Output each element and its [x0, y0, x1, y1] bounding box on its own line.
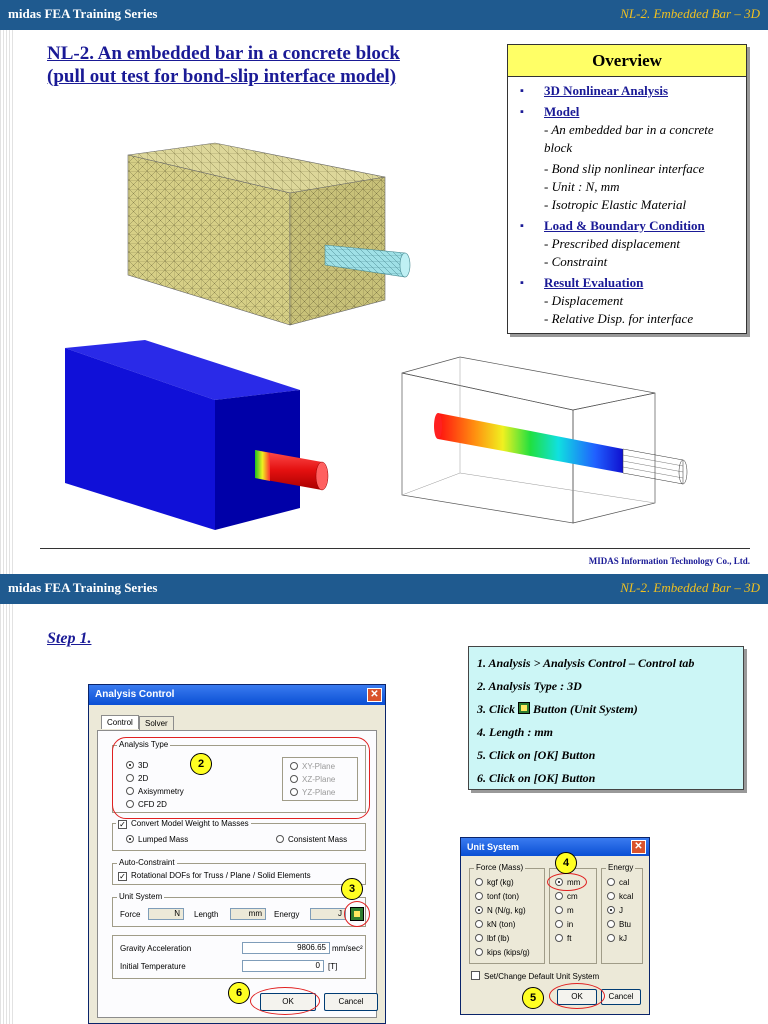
instruction-line: 2. Analysis Type : 3D	[477, 679, 582, 693]
tab-solver[interactable]: Solver	[139, 716, 174, 730]
callout-3: 3	[341, 878, 363, 900]
radio-icon	[555, 920, 563, 928]
gravity-unit: mm/sec²	[332, 944, 363, 953]
overview-subitem: - Isotropic Elastic Material	[544, 197, 687, 212]
overview-subitem: - An embedded bar in a concrete block	[544, 122, 714, 155]
radio-force-option[interactable]	[475, 906, 526, 916]
convert-mass-checkbox[interactable]	[116, 819, 251, 829]
radio-label: J	[619, 906, 623, 915]
cancel-button[interactable]: Cancel	[601, 989, 641, 1005]
overview-box	[507, 44, 747, 334]
analysis-control-dialog	[88, 684, 386, 1024]
radio-icon	[475, 906, 483, 914]
radio-label: cal	[619, 878, 630, 887]
radio-energy-option[interactable]	[607, 934, 627, 944]
instruction-line: 4. Length : mm	[477, 725, 554, 739]
instruction-line: 5. Click on [OK] Button	[477, 748, 596, 762]
footer-divider	[40, 548, 750, 549]
radio-label: kN (ton)	[487, 920, 516, 929]
radio-icon	[475, 934, 483, 942]
left-decorative-bar	[0, 30, 14, 574]
radio-label: 2D	[138, 774, 149, 783]
radio-force-option[interactable]	[475, 920, 515, 930]
highlight-unit-button	[344, 901, 370, 927]
result-contour-image	[60, 338, 340, 533]
dialog-title: Analysis Control	[95, 689, 175, 700]
temperature-input[interactable]: 0	[242, 960, 324, 972]
overview-subitem: - Displacement	[544, 293, 624, 308]
radio-label: N (N/g, kg)	[487, 906, 526, 915]
bullet-icon: ▪	[520, 220, 524, 232]
bullet-icon: ▪	[520, 85, 524, 97]
gravity-input[interactable]: 9806.65	[242, 942, 330, 954]
radio-label: kgf (kg)	[487, 878, 514, 887]
radio-label: CFD 2D	[138, 800, 167, 809]
group-label: Energy	[608, 863, 634, 872]
radio-force-option[interactable]	[475, 892, 519, 902]
group-label: Force (Mass)	[476, 863, 524, 872]
checkbox-label: Convert Model Weight to Masses	[131, 819, 249, 828]
callout-5: 5	[522, 987, 544, 1009]
overview-item-heading: Model	[544, 104, 580, 119]
radio-length-option[interactable]	[555, 906, 574, 916]
group-label: Auto-Constraint	[119, 858, 175, 867]
radio-icon	[475, 878, 483, 886]
page-title	[47, 42, 467, 88]
radio-energy-option[interactable]	[607, 906, 623, 916]
radio-icon	[607, 892, 615, 900]
radio-icon	[126, 835, 134, 843]
radio-label: Btu	[619, 920, 632, 929]
header-chapter-title: NL-2. Embedded Bar – 3D	[620, 580, 760, 595]
radio-icon	[607, 906, 615, 914]
cancel-button[interactable]: Cancel	[324, 993, 378, 1011]
length-label: Length	[194, 910, 219, 919]
checkbox-label: Rotational DOFs for Truss / Plane / Solid Elements	[131, 871, 311, 880]
bullet-icon: ▪	[520, 277, 524, 289]
radio-force-option[interactable]	[475, 948, 530, 958]
overview-subitem: - Constraint	[544, 254, 608, 269]
instruction-line	[477, 698, 743, 721]
overview-item	[516, 217, 740, 271]
radio-label: 3D	[138, 761, 149, 770]
default-unit-checkbox[interactable]	[471, 971, 599, 982]
header-banner	[0, 0, 768, 30]
highlight-ok-button	[549, 983, 605, 1009]
checkbox-icon	[471, 971, 480, 980]
mesh-model-image	[120, 135, 420, 340]
energy-label: Energy	[274, 910, 300, 919]
radio-icon	[607, 934, 615, 942]
checkbox-icon: ✓	[119, 820, 126, 829]
radio-label: Consistent Mass	[288, 835, 348, 844]
dialog-title-bar	[89, 685, 385, 705]
close-icon[interactable]: ✕	[367, 688, 382, 702]
instruction-line: 6. Click on [OK] Button	[477, 771, 596, 785]
unit-system-icon	[518, 702, 530, 714]
group-label: Analysis Type	[119, 740, 169, 749]
energy-field: J	[310, 908, 346, 920]
overview-subitem: - Unit : N, mm	[544, 179, 620, 194]
checkbox-icon: ✓	[119, 872, 126, 881]
radio-label: Axisymmetry	[138, 787, 184, 796]
radio-label: ft	[567, 934, 572, 943]
radio-icon	[475, 920, 483, 928]
close-icon[interactable]: ✕	[631, 840, 646, 854]
left-decorative-bar	[0, 604, 14, 1024]
highlight-mm-option	[547, 873, 587, 891]
radio-label: mm	[567, 878, 581, 887]
radio-icon	[276, 835, 284, 843]
radio-energy-option[interactable]	[607, 920, 631, 930]
radio-length-option[interactable]	[555, 934, 571, 944]
radio-label: XZ-Plane	[302, 775, 336, 784]
title-line-1: NL-2. An embedded bar in a concrete block	[47, 43, 400, 64]
radio-label: XY-Plane	[302, 762, 336, 771]
instruction-line: 1. Analysis > Analysis Control – Control tab	[477, 656, 695, 670]
ok-button[interactable]: OK	[557, 989, 597, 1005]
radio-lumped-mass[interactable]	[126, 835, 188, 845]
gravity-label: Gravity Acceleration	[120, 944, 192, 953]
radio-icon	[475, 892, 483, 900]
rotational-dofs-checkbox[interactable]	[118, 871, 311, 881]
radio-length-option[interactable]	[555, 892, 578, 902]
radio-label: in	[567, 920, 574, 929]
radio-force-option[interactable]	[475, 878, 514, 888]
radio-label: YZ-Plane	[302, 788, 336, 797]
overview-item	[516, 82, 740, 100]
radio-force-option[interactable]	[475, 934, 509, 944]
dialog-title-bar	[461, 838, 649, 856]
overview-item	[516, 274, 740, 328]
callout-4: 4	[555, 852, 577, 874]
temperature-label: Initial Temperature	[120, 962, 186, 971]
radio-icon	[607, 920, 615, 928]
radio-consistent-mass[interactable]	[276, 835, 347, 845]
ok-button[interactable]: OK	[260, 993, 316, 1011]
radio-icon	[555, 892, 563, 900]
radio-label: kcal	[619, 892, 634, 901]
overview-subitem: - Bond slip nonlinear interface	[544, 161, 705, 176]
overview-item-heading: Result Evaluation	[544, 275, 644, 290]
dialog-title: Unit System	[467, 842, 520, 852]
radio-icon	[555, 934, 563, 942]
overview-subitem: - Prescribed displacement	[544, 236, 680, 251]
overview-subitem: - Relative Disp. for interface	[544, 311, 694, 326]
highlight-ok-button	[250, 987, 320, 1015]
header-series-title: midas FEA Training Series	[8, 580, 158, 595]
step-title: Step 1.	[47, 630, 92, 647]
group-label: Unit System	[119, 892, 163, 901]
force-field: N	[148, 908, 184, 920]
wireframe-bar-image	[398, 355, 690, 527]
radio-icon	[555, 906, 563, 914]
callout-6: 6	[228, 982, 250, 1004]
highlight-analysis-type	[112, 737, 370, 819]
tab-control[interactable]: Control	[101, 715, 139, 729]
force-label: Force	[120, 910, 141, 919]
radio-icon	[475, 948, 483, 956]
overview-heading: Overview	[508, 45, 746, 77]
radio-icon	[607, 878, 615, 886]
slide-step-1	[0, 574, 768, 1024]
radio-label: kips (kips/g)	[487, 948, 530, 957]
radio-label: kJ	[619, 934, 627, 943]
length-field: mm	[230, 908, 266, 920]
radio-energy-option[interactable]	[607, 892, 633, 902]
overview-item	[516, 103, 740, 214]
overview-item-heading: Load & Boundary Condition	[544, 218, 705, 233]
footer-company: MIDAS Information Technology Co., Ltd.	[588, 556, 750, 566]
radio-length-option[interactable]	[555, 920, 573, 930]
checkbox-label: Set/Change Default Unit System	[484, 972, 600, 981]
radio-label: m	[567, 906, 574, 915]
radio-label: Lumped Mass	[138, 835, 189, 844]
bullet-icon: ▪	[520, 106, 524, 118]
radio-label: tonf (ton)	[487, 892, 520, 901]
radio-energy-option[interactable]	[607, 878, 629, 888]
instruction-box	[468, 646, 744, 790]
instruction-line-part: 3. Click	[477, 702, 515, 716]
callout-2: 2	[190, 753, 212, 775]
temperature-unit: [T]	[328, 962, 338, 971]
header-chapter-title: NL-2. Embedded Bar – 3D	[620, 6, 760, 21]
instruction-line-part: Button (Unit System)	[533, 702, 638, 716]
title-line-2: (pull out test for bond-slip interface model)	[47, 66, 397, 87]
header-banner	[0, 574, 768, 604]
header-series-title: midas FEA Training Series	[8, 6, 158, 21]
overview-item-heading: 3D Nonlinear Analysis	[544, 83, 669, 98]
radio-label: lbf (lb)	[487, 934, 510, 943]
radio-label: cm	[567, 892, 578, 901]
